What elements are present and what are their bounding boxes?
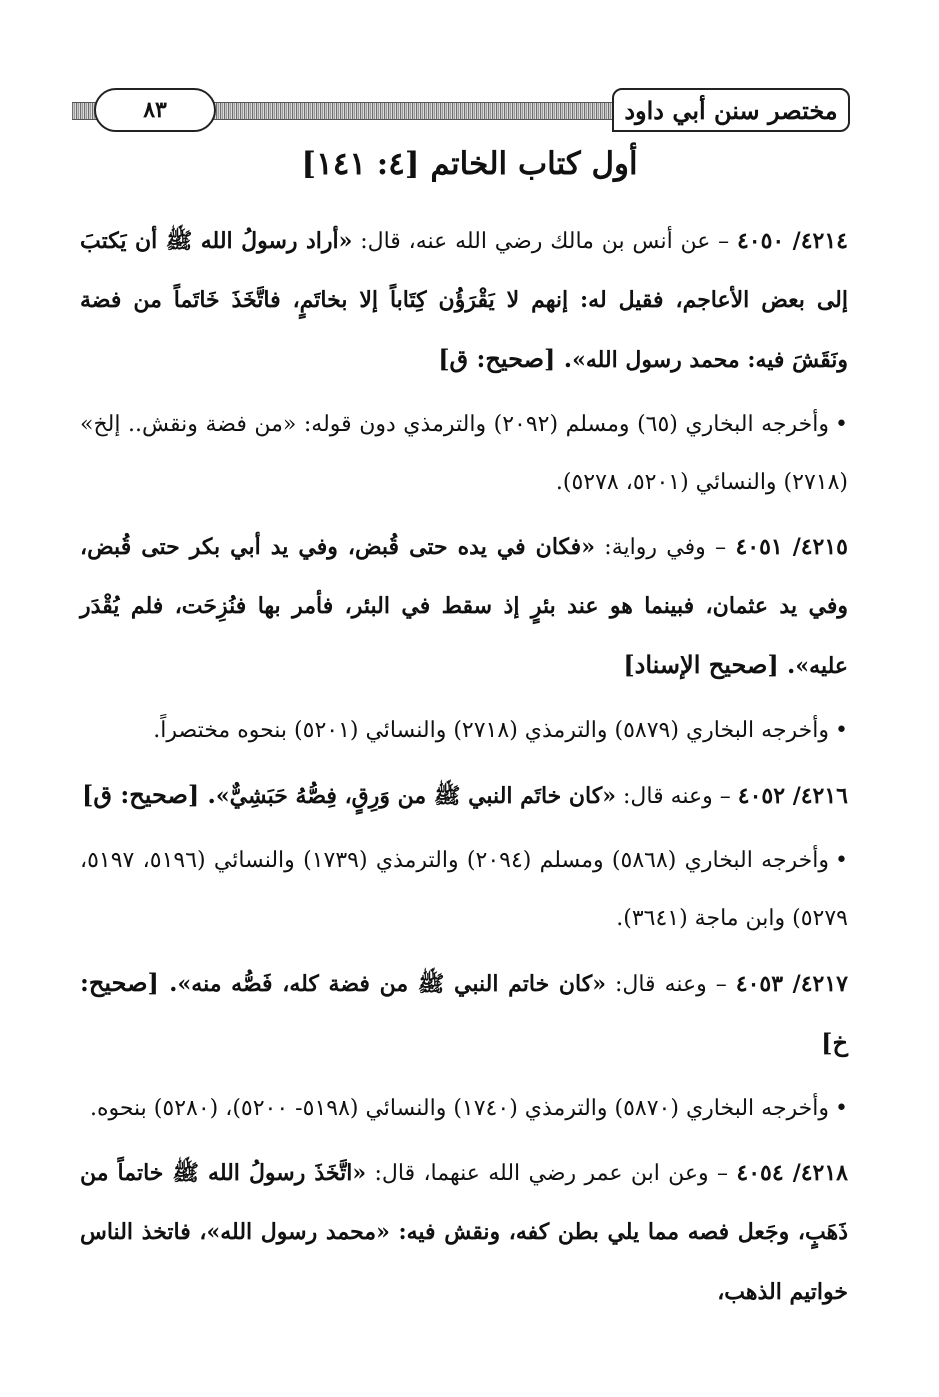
takhrij-note (80, 702, 848, 760)
hadith-number: ٤٢١٧/ ٤٠٥٣ (735, 971, 848, 997)
hadith-text: «أراد رسولُ الله ﷺ أن يَكتبَ إلى بعض الأعاجم، فقيل له: إنهم لا يَقْرَؤُن كِتَاباً إلا بخاتَمٍ، فاتَّخَذَ خَاتَماً من فضة ونَقَشَ فيه: محمد رسول الله» (80, 228, 848, 373)
bullet-icon: • (835, 848, 849, 873)
hadith-number: ٤٢١٦/ ٤٠٥٢ (737, 783, 848, 809)
page-number: ٨٣ (94, 88, 216, 132)
hadith-4216 (80, 766, 848, 826)
takhrij-note (80, 396, 848, 512)
hadith-grade: . [صحيح: خ] (80, 968, 848, 1057)
hadith-number: ٤٢١٤/ ٤٠٥٠ (736, 228, 848, 254)
hadith-text: «اتَّخَذَ رسولُ الله ﷺ خاتماً من ذَهَبٍ، وجَعل فصه مما يلي بطن كفه، ونقش فيه: «محمد رسول الله»، فاتخذ الناس خواتيم الذهب، (80, 1160, 848, 1305)
book-title: مختصر سنن أبي داود (612, 88, 850, 132)
hadith-number: ٤٢١٨/ ٤٠٥٤ (736, 1160, 848, 1186)
hadith-grade: . [صحيح الإسناد] (623, 650, 796, 679)
hadith-4217 (80, 954, 848, 1074)
takhrij-text: وأخرجه البخاري (٥٨٧٠) والترمذي (١٧٤٠) والنسائي (٥١٩٨- ٥٢٠٠)، (٥٢٨٠) بنحوه. (89, 1096, 830, 1121)
hadith-narrator: – وفي رواية: (594, 535, 736, 560)
hadith-text: «كان خاتَم النبي ﷺ من وَرِقٍ، فِصُّهُ حَبَشِيٌّ» (215, 783, 616, 809)
takhrij-note (80, 832, 848, 948)
page-header (72, 88, 850, 138)
hadith-4215 (80, 518, 848, 696)
hadith-narrator: – وعن ابن عمر رضي الله عنهما، قال: (366, 1161, 737, 1186)
bullet-icon: • (835, 1096, 848, 1121)
takhrij-text: وأخرجه البخاري (٥٨٦٨) ومسلم (٢٠٩٤) والترمذي (١٧٣٩) والنسائي (٥١٩٦، ٥١٩٧، ٥٢٧٩) وابن ماجة (٣٦٤١). (80, 848, 848, 931)
bullet-icon: • (835, 412, 848, 437)
hadith-number: ٤٢١٥/ ٤٠٥١ (735, 534, 848, 560)
hadith-narrator: – وعنه قال: (615, 784, 738, 809)
takhrij-note (80, 1080, 848, 1138)
hadith-grade: . [صحيح: ق] (438, 344, 573, 373)
hadith-grade: . [صحيح: ق] (82, 780, 216, 809)
takhrij-text: وأخرجه البخاري (٥٨٧٩) والترمذي (٢٧١٨) والنسائي (٥٢٠١) بنحوه مختصراً. (153, 718, 830, 743)
chapter-title: أول كتاب الخاتم [٤: ١٤١] (301, 146, 638, 182)
hadith-4218 (80, 1144, 848, 1322)
hadith-4214 (80, 212, 848, 390)
hadith-narrator: – وعنه قال: (605, 972, 736, 997)
bullet-icon: • (835, 718, 848, 743)
main-text (80, 212, 848, 1328)
hadith-text: «كان خاتم النبي ﷺ من فضة كله، فَصُّه منه» (177, 971, 606, 997)
hadith-narrator: – عن أنس بن مالك رضي الله عنه، قال: (352, 229, 737, 254)
hadith-text: «فكان في يده حتى قُبض، وفي يد أبي بكر حتى قُبض، وفي يد عثمان، فبينما هو عند بئرٍ إذ سقط في البئر، فأمر بها فنُزِحَت، فلم يُقْدَر عليه» (80, 534, 848, 679)
takhrij-text: وأخرجه البخاري (٦٥) ومسلم (٢٠٩٢) والترمذي دون قوله: «من فضة ونقش.. إلخ» (٢٧١٨) والنسائي (٥٢٠١، ٥٢٧٨). (80, 412, 848, 495)
